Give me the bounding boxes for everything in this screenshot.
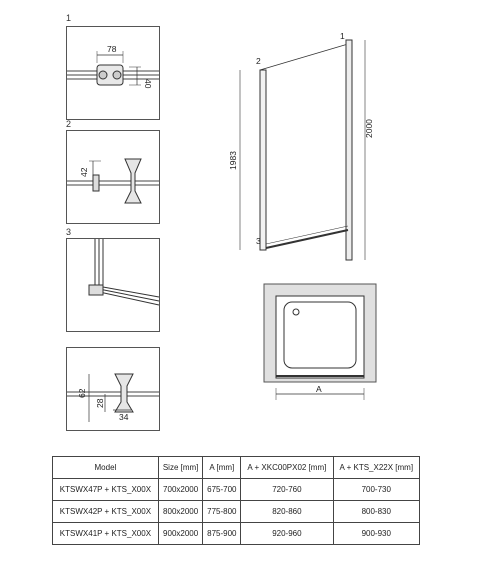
detail-4-drawing — [67, 348, 159, 430]
header-a-xkc: A + XKC00PX02 [mm] — [241, 457, 333, 479]
detail-4-dim-62: 62 — [77, 388, 87, 398]
detail-1-drawing — [67, 27, 159, 119]
spec-table-header-row — [53, 457, 420, 479]
detail-3-panel — [66, 238, 160, 332]
detail-1-panel — [66, 26, 160, 120]
cell-model: KTSWX41P + KTS_X00X — [53, 523, 159, 545]
main-callout-3: 3 — [256, 236, 261, 246]
header-size: Size [mm] — [158, 457, 203, 479]
detail-2-dim: 42 — [79, 167, 89, 177]
detail-3-drawing — [67, 239, 159, 331]
shower-plan-view — [262, 282, 382, 402]
cell-a-kts: 700-730 — [333, 479, 419, 501]
detail-4-dim-34: 34 — [119, 412, 129, 422]
cell-model: KTSWX42P + KTS_X00X — [53, 501, 159, 523]
cell-a-kts: 800-830 — [333, 501, 419, 523]
cell-a: 775-800 — [203, 501, 241, 523]
detail-1-number: 1 — [66, 13, 72, 23]
table-row — [53, 479, 420, 501]
main-callout-2: 2 — [256, 56, 261, 66]
table-row — [53, 523, 420, 545]
main-height-glass: 1983 — [228, 151, 238, 170]
cell-a-kts: 900-930 — [333, 523, 419, 545]
spec-table — [52, 456, 420, 545]
cell-size: 800x2000 — [158, 501, 203, 523]
cell-size: 900x2000 — [158, 523, 203, 545]
detail-1-dim-height: 40 — [143, 79, 153, 89]
detail-4-panel — [66, 347, 160, 431]
main-callout-1: 1 — [340, 31, 345, 41]
cell-a-xkc: 920-960 — [241, 523, 333, 545]
plan-width-label: A — [316, 384, 322, 394]
header-a-kts: A + KTS_X22X [mm] — [333, 457, 419, 479]
cell-a: 675-700 — [203, 479, 241, 501]
header-model: Model — [53, 457, 159, 479]
cell-size: 700x2000 — [158, 479, 203, 501]
detail-2-number: 2 — [66, 119, 72, 129]
detail-1-dim-width: 78 — [107, 44, 117, 54]
cell-a-xkc: 720-760 — [241, 479, 333, 501]
detail-3-number: 3 — [66, 227, 72, 237]
header-a: A [mm] — [203, 457, 241, 479]
main-height-total: 2000 — [364, 119, 374, 138]
cell-model: KTSWX47P + KTS_X00X — [53, 479, 159, 501]
detail-2-panel — [66, 130, 160, 224]
table-row — [53, 501, 420, 523]
cell-a: 875-900 — [203, 523, 241, 545]
shower-door-elevation — [230, 30, 380, 270]
detail-4-dim-28: 28 — [95, 398, 105, 408]
detail-2-drawing — [67, 131, 159, 223]
cell-a-xkc: 820-860 — [241, 501, 333, 523]
